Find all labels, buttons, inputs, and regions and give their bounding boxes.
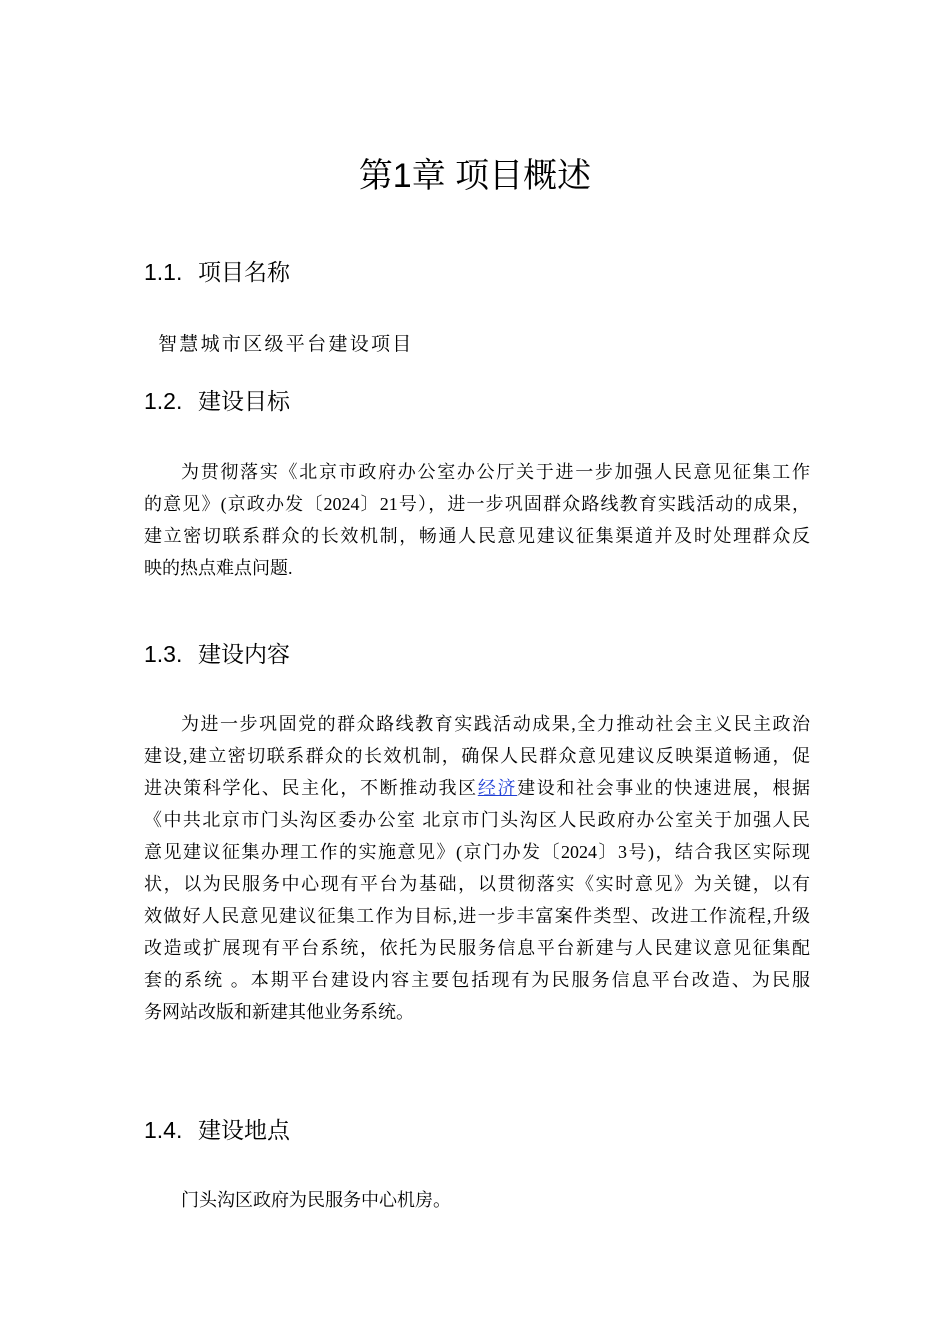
paragraph-line: 状，以为民服务中心现有平台为基础，以贯彻落实《实时意见》为关键，以有	[144, 874, 810, 894]
construction-content-paragraph	[144, 708, 810, 1028]
section-heading-construction-goal	[144, 383, 824, 419]
section-title: 项目名称	[198, 259, 290, 285]
paragraph-line: 为进一步巩固党的群众路线教育实践活动成果,全力推动社会主义民主政治	[181, 714, 810, 734]
construction-site-paragraph	[144, 1184, 810, 1216]
paragraph-line: 建设,建立密切联系群众的长效机制，确保人民群众意见建议反映渠道畅通，促	[144, 746, 810, 766]
economy-link[interactable]: 经济	[477, 778, 518, 798]
paragraph-line: 建立密切联系群众的长效机制，畅通人民意见建议征集渠道并及时处理群众反	[144, 526, 810, 546]
section-title: 建设内容	[198, 641, 290, 667]
paragraph-line: 效做好人民意见建议征集工作为目标,进一步丰富案件类型、改进工作流程,升级	[144, 906, 810, 926]
paragraph-line: 的意见》(京政办发〔2024〕21号），进一步巩固群众路线教育实践活动的成果，	[144, 494, 810, 514]
section-number: 1.2.	[144, 388, 183, 414]
paragraph-text: 建设和社会事业的快速进展，根据	[517, 778, 811, 798]
paragraph-line: 改造或扩展现有平台系统，依托为民服务信息平台新建与人民建议意见征集配	[144, 938, 810, 958]
paragraph-line: 意见建议征集办理工作的实施意见》(京门办发〔2024〕3号)，结合我区实际现	[144, 842, 810, 862]
section-title: 建设目标	[198, 388, 290, 414]
section-number: 1.1.	[144, 259, 183, 285]
paragraph-line: 为贯彻落实《北京市政府办公室办公厅关于进一步加强人民意见征集工作	[181, 462, 810, 482]
section-number: 1.3.	[144, 641, 183, 667]
paragraph-text: 进决策科学化、民主化，不断推动我区	[144, 778, 478, 798]
paragraph-line: 门头沟区政府为民服务中心机房。	[181, 1190, 451, 1210]
chapter-title: 第1章 项目概述	[358, 157, 592, 195]
paragraph-line: 套的系统 。本期平台建设内容主要包括现有为民服务信息平台改造、为民服	[144, 970, 810, 990]
paragraph-line: 务网站改版和新建其他业务系统。	[144, 1002, 414, 1022]
section-number: 1.4.	[144, 1117, 183, 1143]
section-heading-construction-content	[144, 636, 824, 672]
project-name-text: 智慧城市区级平台建设项目	[158, 333, 414, 355]
paragraph-line-with-link	[144, 772, 810, 804]
section-heading-project-name	[144, 254, 824, 290]
section-title: 建设地点	[198, 1117, 290, 1143]
paragraph-line: 《中共北京市门头沟区委办公室 北京市门头沟区人民政府办公室关于加强人民	[144, 810, 810, 830]
construction-goal-paragraph	[144, 456, 810, 584]
paragraph-line: 映的热点难点问题.	[144, 558, 293, 578]
section-heading-construction-site	[144, 1112, 824, 1148]
